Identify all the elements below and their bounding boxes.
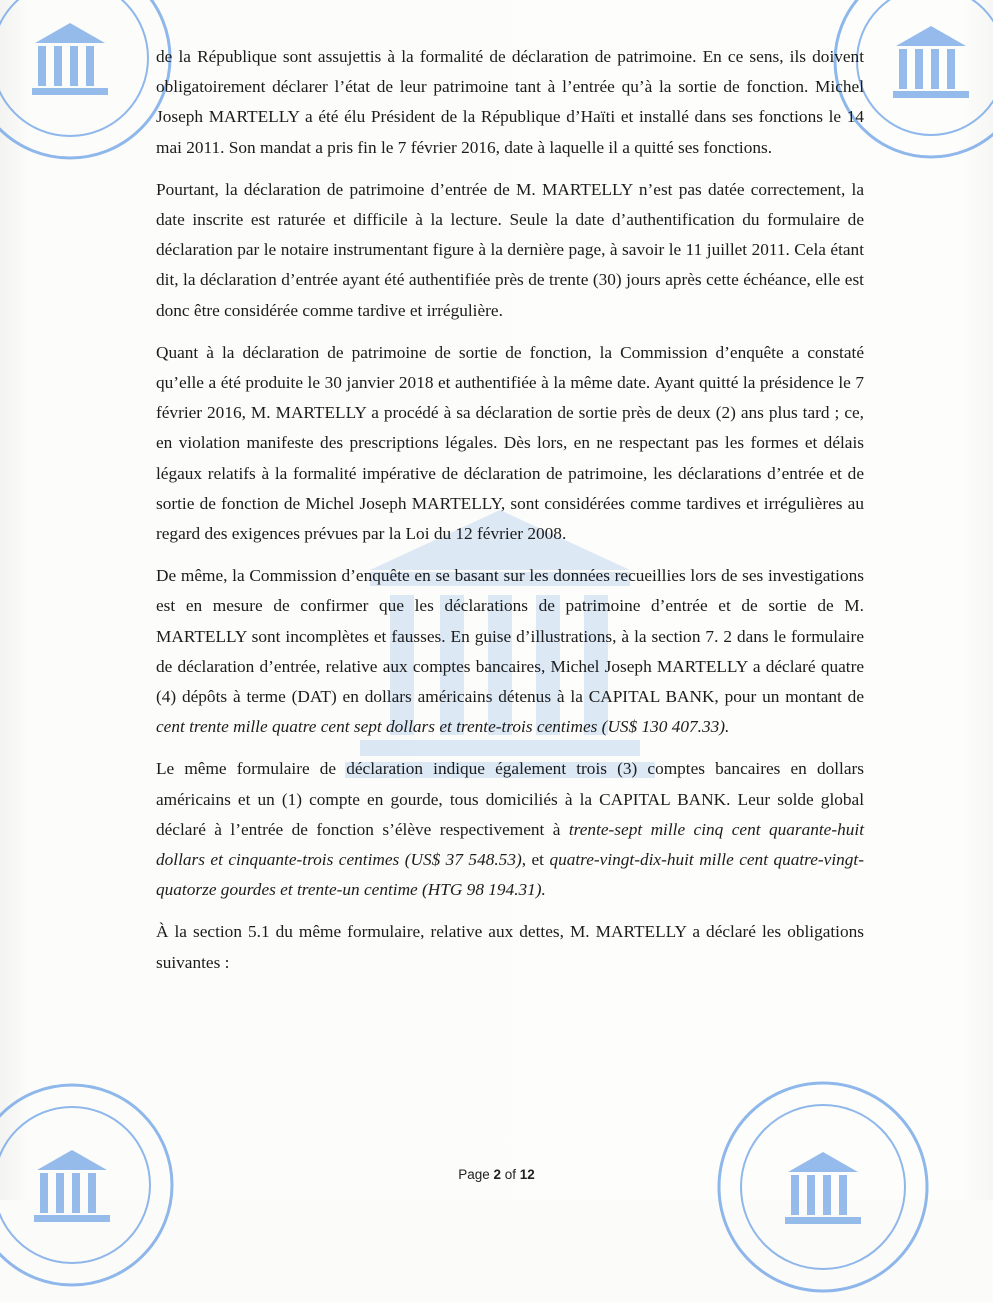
paragraph [156, 754, 864, 905]
page-total: 12 [519, 1167, 535, 1182]
text-segment: de la République sont assujettis à la formalité de déclaration de patrimoine. En ce sens, ils doivent obligatoirement déclarer l’état de leur patrimoine tant à l’entrée qu’à la sortie de fonction. Michel Joseph MARTELLY a été élu Président de la République d’Haïti et installé dans ses fonctions le 14 mai 2011. Son mandat a pris fin le 7 février 2016, date à laquelle il a quitté ses fonctions. [156, 47, 864, 157]
text-segment: , et [521, 850, 550, 870]
italic-text-segment: cent trente mille quatre cent sept dollars et trente-trois centimes (US$ 130 407.33). [156, 717, 730, 737]
page-footer [0, 1167, 993, 1182]
seal-stamp-bottom-right-icon [708, 1072, 938, 1302]
text-segment: De même, la Commission d’enquête en se basant sur les données recueillies lors de ses investigations est en mesure de confirmer que les déclarations de patrimoine d’entrée et de sortie de M. MARTELLY sont incomplètes et fausses. En guise d’illustrations, à la section 7. 2 dans le formulaire de déclaration d’entrée, relative aux comptes bancaires, Michel Joseph MARTELLY a déclaré quatre (4) dépôts à terme (DAT) en dollars américains détenus à la CAPITAL BANK, pour un montant de [156, 566, 864, 707]
seal-stamp-top-left-icon [0, 0, 180, 168]
page-prefix: Page [458, 1167, 494, 1182]
italic-text-segment: trente-sept mille cinq cent quarante-huit dollars et cinquante-trois centimes (US$ 37 548.53) [156, 819, 864, 870]
paragraph [156, 338, 864, 549]
text-segment: Pourtant, la déclaration de patrimoine d’entrée de M. MARTELLY n’est pas datée correctement, la date inscrite est raturée et difficile à la lecture. Seule la date d’authentification du formulaire de déclaration par le notaire instrumentant figure à la dernière page, à savoir le 11 juillet 2011. Cela étant dit, la déclaration d’entrée ayant été authentifiée près de trente (30) jours après cette échéance, elle est donc être considérée comme tardive et irrégulière. [156, 179, 864, 320]
page-separator: of [501, 1167, 520, 1182]
paragraph [156, 917, 864, 977]
seal-stamp-bottom-left-icon [0, 1075, 182, 1295]
italic-text-segment: quatre-vingt-dix-huit mille cent quatre-vingt-quatorze gourdes et trente-un centime (HTG 98 194.31). [156, 850, 864, 900]
paragraph [156, 175, 864, 326]
page-number: 2 [493, 1167, 501, 1182]
text-segment: À la section 5.1 du même formulaire, relative aux dettes, M. MARTELLY a déclaré les obligations suivantes : [156, 922, 864, 972]
paragraph [156, 42, 864, 163]
text-segment: Le même formulaire de déclaration indique également trois (3) comptes bancaires en dollars américains et un (1) compte en gourde, tous domiciliés à la CAPITAL BANK. Leur solde global déclaré à l’entrée de fonction s’élève respectivement à [156, 759, 864, 839]
paragraph [156, 561, 864, 742]
text-segment: Quant à la déclaration de patrimoine de sortie de fonction, la Commission d’enquête a constaté qu’elle a été produite le 30 janvier 2018 et authentifiée à la même date. Ayant quitté la présidence le 7 février 2016, M. MARTELLY a procédé à sa déclaration de sortie près de deux (2) ans plus tard ; ce, en violation manifeste des prescriptions légales. Dès lors, en ne respectant pas les formes et délais légaux relatifs à la formalité impérative de déclaration de patrimoine, les déclarations d’entrée et de sortie de fonction de Michel Joseph MARTELLY, sont considérées comme tardives et irrégulières au regard des exigences prévues par la Loi du 12 février 2008. [156, 342, 864, 544]
document-body [156, 42, 864, 978]
